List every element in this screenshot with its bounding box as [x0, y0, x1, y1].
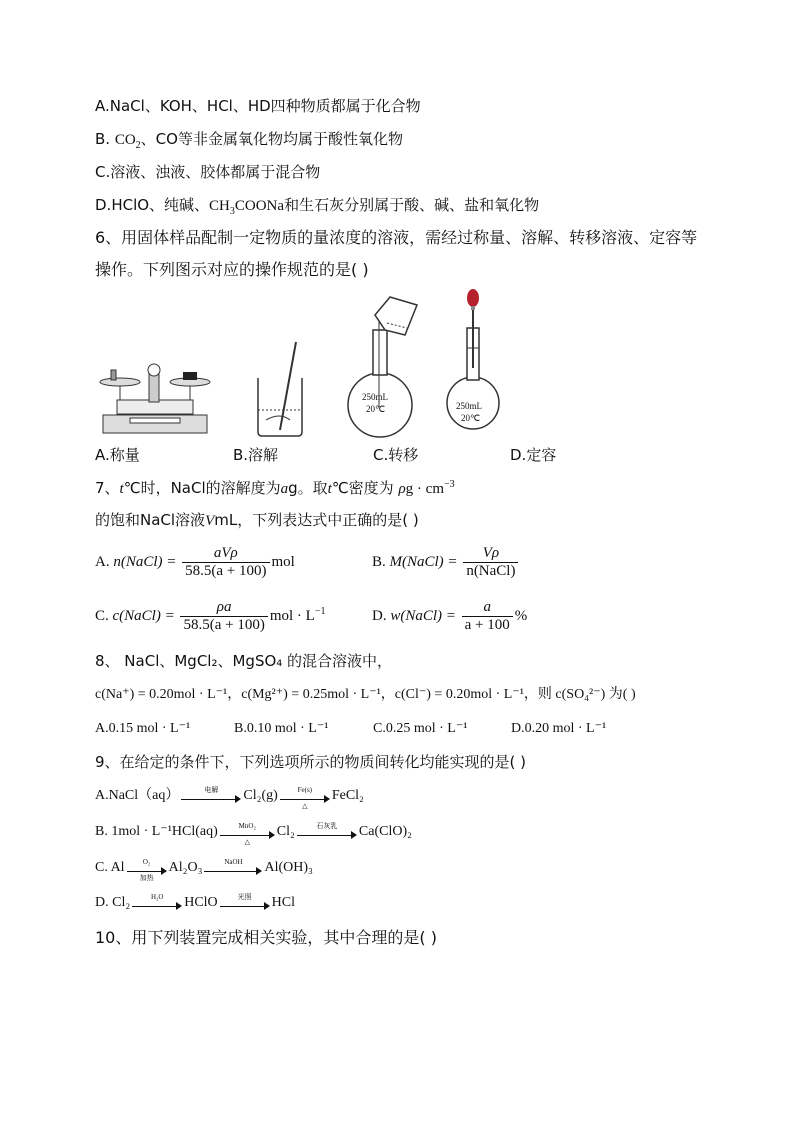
transfer-flask-temp-label: 20℃: [366, 404, 386, 414]
q9-option-a: A.NaCl（aq） 电解 Cl₂(g) Fe(s) △ FeCl₂: [95, 785, 364, 810]
q7-stem-line2: 的饱和NaCl溶液VmL，下列表达式中正确的是( ): [95, 511, 419, 529]
q8-option-a: A.0.15 mol · L⁻¹: [95, 721, 191, 736]
dropper-flask-temp-label: 20℃: [461, 413, 481, 423]
q10-stem: 10、用下列装置完成相关实验，其中合理的是( ): [95, 928, 437, 947]
transfer-flask-volume-label: 250mL: [362, 392, 388, 402]
beaker-illustration: [250, 340, 310, 440]
q7-option-c: C. c(NaCl) = $\frac{\rho a}{58.5(a + 100)}$ mol · $L^{-1}$: [95, 599, 326, 634]
q6-caption-c: C.转移: [373, 446, 419, 464]
q6-caption-a: A.称量: [95, 446, 140, 464]
q7-option-d: D. w(NaCl) = $\frac{a}{a + 100}$ %: [372, 599, 528, 634]
q8-stem-line1: 8、 NaCl、MgCl₂、MgSO₄ 的混合溶液中，: [95, 652, 393, 670]
q8-stem-line2: c(Na⁺) = 0.20mol · L⁻¹，c(Mg²⁺) = 0.25mol · L⁻¹，c(Cl⁻) = 0.20mol · L⁻¹，则 c(SO₄²⁻) 为( ): [95, 687, 636, 702]
q8-option-c: C.0.25 mol · L⁻¹: [373, 721, 468, 736]
q6-caption-d: D.定容: [510, 446, 557, 464]
q7-option-b: B. M(NaCl) = $\frac{V\rho}{\text{n(NaCl)}}$: [372, 543, 520, 581]
q6-caption-b: B.溶解: [233, 446, 279, 464]
q8-option-b: B.0.10 mol · L⁻¹: [234, 721, 329, 736]
balance-illustration: [95, 360, 215, 440]
q6-stem-line2: 操作。下列图示对应的操作规范的是( ): [95, 260, 369, 279]
q5-option-b: B. $CO_2$、CO等非金属氧化物均属于酸性氧化物: [95, 130, 403, 151]
q6-stem-line1: 6、用固体样品配制一定物质的量浓度的溶液，需经过称量、溶解、转移溶液、定容等: [95, 228, 698, 247]
q9-option-c: C. Al O₂ 加热 Al₂O₃ NaOH Al(OH)₃: [95, 857, 313, 882]
dropper-flask-volume-label: 250mL: [456, 401, 482, 411]
q5-option-c: C.溶液、浊液、胶体都属于混合物: [95, 163, 321, 181]
q7-stem-line1: 7、t℃时，NaCl的溶解度为ag。取t℃密度为 $\rho g \cdot cm^{-3}$: [95, 479, 455, 497]
q9-stem: 9、在给定的条件下，下列选项所示的物质间转化均能实现的是( ): [95, 753, 527, 771]
q5-option-a: A.NaCl、KOH、HCl、HD四种物质都属于化合物: [95, 97, 421, 115]
q9-option-d: D. Cl₂ H₂O HClO 光照 HCl: [95, 892, 296, 910]
q8-option-d: D.0.20 mol · L⁻¹: [511, 721, 607, 736]
dropper-flask-illustration: [445, 288, 505, 433]
transfer-flask-illustration: [345, 295, 425, 440]
q5-option-d: D.HClO、纯碱、$CH_3COONa$和生石灰分别属于酸、碱、盐和氧化物: [95, 196, 540, 217]
q7-option-a: A. n(NaCl) = $\frac{\text{aVρ}}{58.5(a + 100)}$ mol: [95, 545, 295, 580]
q9-option-b: B. 1mol · L⁻¹HCl(aq) MnO₂ △ Cl₂ 石灰乳 Ca(ClO)₂: [95, 821, 413, 846]
